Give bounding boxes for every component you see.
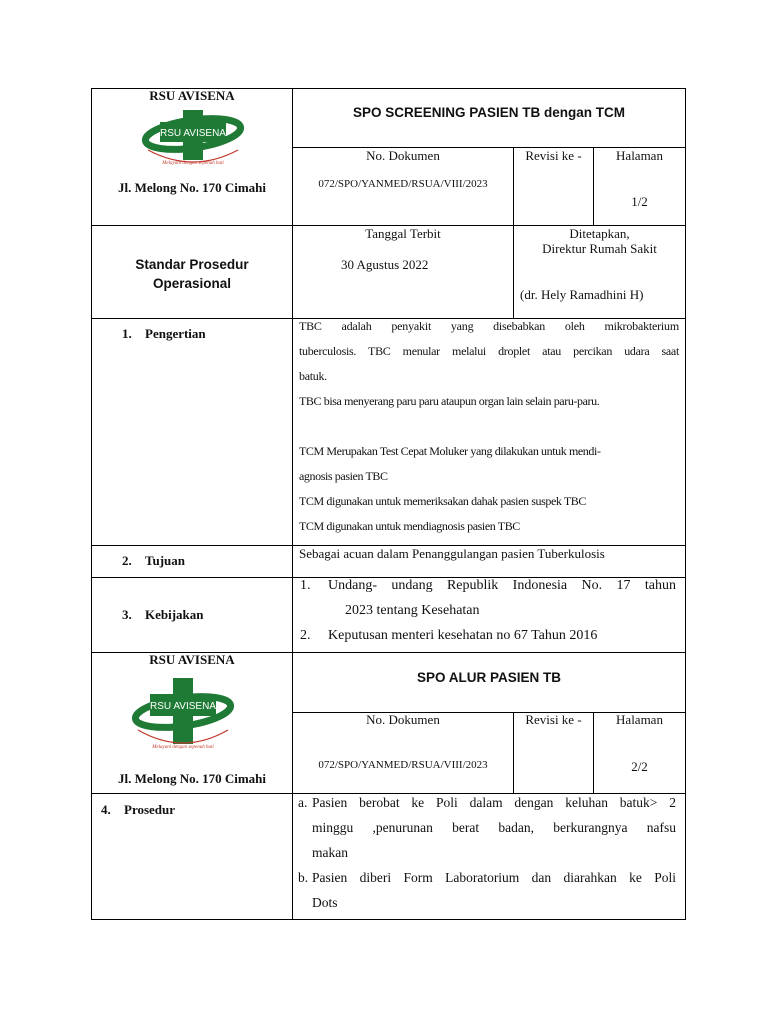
revision-label: Revisi ke - xyxy=(525,712,582,727)
kebijakan-marker: 1. xyxy=(300,578,311,593)
doc-no-value: 072/SPO/YANMED/RSUA/VIII/2023 xyxy=(318,759,488,771)
hospital-name: RSU AVISENA xyxy=(149,652,235,667)
approved-name: (dr. Hely Ramadhini H) xyxy=(520,287,644,302)
section-number: 4. xyxy=(101,802,111,817)
section-number: 2. xyxy=(122,553,132,568)
doc-no-label: No. Dokumen xyxy=(366,148,440,163)
hospital-address: Jl. Melong No. 170 Cimahi xyxy=(117,180,267,195)
doc-no-value: 072/SPO/YANMED/RSUA/VIII/2023 xyxy=(318,178,488,190)
section-title-prosedur: Prosedur xyxy=(124,802,176,817)
hospital-logo xyxy=(130,672,236,758)
column-divider xyxy=(292,88,293,920)
section-title-kebijakan: Kebijakan xyxy=(145,607,204,622)
page-label: Halaman xyxy=(616,148,663,163)
tujuan-text: Sebagai acuan dalam Penanggulangan pasien Tuberkulosis xyxy=(299,546,605,561)
section-title-pengertian: Pengertian xyxy=(145,326,206,341)
pengertian-line: batuk. xyxy=(299,369,327,383)
pengertian-line: agnosis pasien TBC xyxy=(299,469,388,483)
svg-text:Melayani dengan sepenuh hati: Melayani dengan sepenuh hati xyxy=(162,161,224,166)
row-divider xyxy=(91,793,686,794)
prosedur-marker: a. xyxy=(298,795,308,810)
hospital-address: Jl. Melong No. 170 Cimahi xyxy=(117,771,267,786)
document-title: SPO SCREENING PASIEN TB dengan TCM xyxy=(352,105,626,120)
spo-label-line1: Standar Prosedur xyxy=(135,257,249,272)
page-label: Halaman xyxy=(616,712,663,727)
svg-text:RSU AVISENA: RSU AVISENA xyxy=(150,701,216,712)
pengertian-line: TCM digunakan untuk memeriksakan dahak pasien suspek TBC xyxy=(299,494,586,508)
revision-label: Revisi ke - xyxy=(525,148,582,163)
spo-label-line2: Operasional xyxy=(152,276,232,291)
kebijakan-item-line: 2023 tentang Kesehatan xyxy=(345,603,480,618)
pengertian-line: TBC bisa menyerang paru paru ataupun organ lain selain paru-paru. xyxy=(299,394,600,408)
issue-date: 30 Agustus 2022 xyxy=(341,257,429,272)
prosedur-item-line: minggu ,penurunan berat badan, berkurangnya nafsu xyxy=(312,820,676,835)
kebijakan-marker: 2. xyxy=(300,628,311,643)
hospital-name: RSU AVISENA xyxy=(149,88,235,103)
prosedur-item-line: Pasien diberi Form Laboratorium dan diarahkan ke Poli xyxy=(312,870,676,885)
doc-no-label: No. Dokumen xyxy=(366,712,440,727)
kebijakan-item-line: Keputusan menteri kesehatan no 67 Tahun 2016 xyxy=(328,628,598,643)
hospital-logo xyxy=(140,104,246,170)
prosedur-item-line: makan xyxy=(312,845,348,860)
prosedur-item-line: Dots xyxy=(312,895,338,910)
section-number: 1. xyxy=(122,326,132,341)
pengertian-line: TBC adalah penyakit yang disebabkan oleh mikrobakterium xyxy=(299,319,679,333)
svg-text:Melayani dengan sepenuh hati: Melayani dengan sepenuh hati xyxy=(152,745,214,750)
pengertian-line: TCM digunakan untuk mendiagnosis pasien TBC xyxy=(299,519,520,533)
prosedur-marker: b. xyxy=(298,870,309,885)
table-border-bottom xyxy=(91,919,686,920)
svg-text:RSU AVISENA: RSU AVISENA xyxy=(160,128,226,139)
pengertian-line: tuberculosis. TBC menular melalui droplet atau percikan udara saat xyxy=(299,344,679,358)
approved-role: Direktur Rumah Sakit xyxy=(542,241,657,256)
kebijakan-item-line: Undang- undang Republik Indonesia No. 17 tahun xyxy=(328,578,676,593)
prosedur-item-line: Pasien berobat ke Poli dalam dengan keluhan batuk> 2 xyxy=(312,795,676,810)
document-title: SPO ALUR PASIEN TB xyxy=(416,670,561,685)
table-border-right xyxy=(685,88,686,920)
page-value: 1/2 xyxy=(631,194,648,209)
pengertian-line: TCM Merupakan Test Cepat Moluker yang dilakukan untuk mendi- xyxy=(299,444,601,458)
table-border-left xyxy=(91,88,92,920)
issue-date-label: Tanggal Terbit xyxy=(365,226,441,241)
section-title-tujuan: Tujuan xyxy=(145,553,185,568)
page-value: 2/2 xyxy=(631,759,648,774)
approved-label: Ditetapkan, xyxy=(569,226,630,241)
section-number: 3. xyxy=(122,607,132,622)
